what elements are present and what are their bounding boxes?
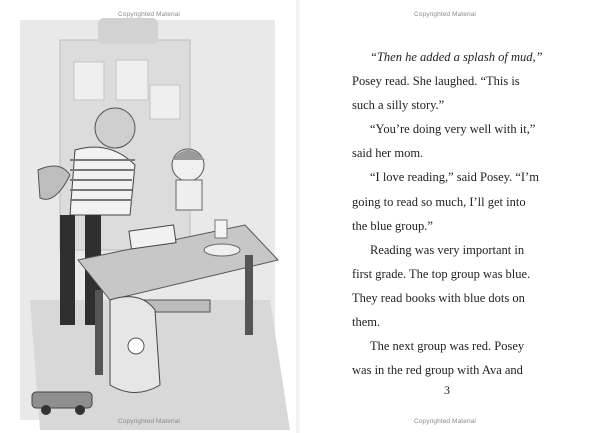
paragraph (352, 334, 552, 382)
text-line: such a silly story.” (352, 98, 445, 113)
girl-figure (172, 149, 205, 210)
text-line: them. (352, 315, 381, 330)
paragraph (352, 238, 552, 334)
text-line: said her mom. (352, 146, 424, 161)
text-line: They read books with blue dots on (352, 290, 525, 305)
watermark-top-right: Copyrighted Material (414, 11, 476, 18)
watermark-top-left: Copyrighted Material (118, 11, 180, 18)
paragraph (352, 117, 552, 165)
story-text (352, 45, 552, 382)
page-number: 3 (444, 383, 450, 397)
watermark-bottom-right: Copyrighted Material (414, 418, 476, 425)
paragraph (352, 45, 552, 117)
text-line: was in the red group with Ava and (352, 363, 523, 378)
cake-box (98, 18, 158, 44)
text-line: the blue group.” (352, 218, 433, 233)
paragraph (352, 165, 552, 237)
text-line: “You’re doing very well with it,” (370, 122, 536, 137)
text-line: Reading was very important in (370, 242, 525, 257)
text-line: “Then he added a splash of mud,” (370, 50, 543, 64)
text-line: The next group was red. Posey (370, 339, 525, 354)
watermark-bottom-left: Copyrighted Material (118, 418, 180, 425)
text-line: Posey read. She laughed. “This is (352, 74, 520, 89)
text-line: “I love reading,” said Posey. “I’m (370, 170, 539, 185)
text-line: going to read so much, I’ll get into (352, 194, 526, 209)
text-line: first grade. The top group was blue. (352, 266, 531, 281)
